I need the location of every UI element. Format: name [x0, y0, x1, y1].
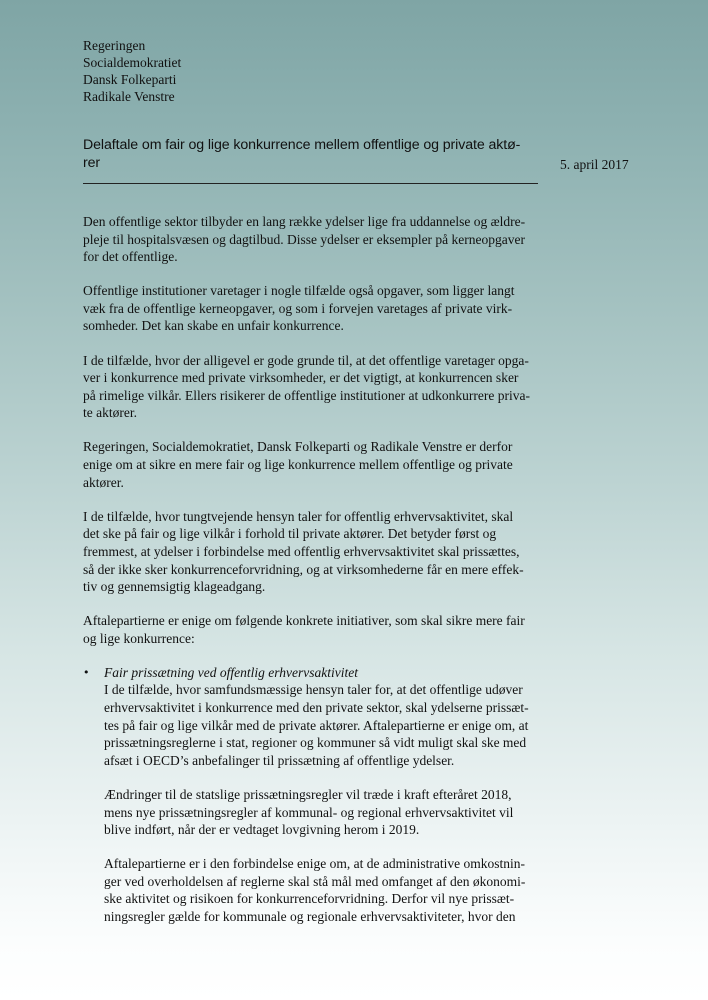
text-line: ver i konkurrence med private virksomheder, er det vigtigt, at konkurrencen sker	[83, 370, 519, 386]
bullet-heading: Fair prissætning ved offentlig erhvervsaktivitet	[104, 664, 358, 680]
text-line: Ændringer til de statslige prissætningsregler vil træde i kraft efteråret 2018,	[104, 786, 512, 802]
text-line: pleje til hospitalsvæsen og dagtilbud. Disse ydelser er eksempler på kerneopgaver	[83, 231, 526, 247]
bullet-content	[104, 664, 543, 926]
party-name: Regeringen	[83, 38, 146, 53]
paragraph	[83, 438, 543, 491]
text-line: ningsregler gælde for kommunale og regionale erhvervsaktiviteter, hvor den	[104, 909, 516, 924]
text-line: og lige konkurrence:	[83, 630, 195, 646]
text-line: det ske på fair og lige vilkår i forhold til private aktører. Det betyder først og	[83, 526, 497, 542]
text-line: Regeringen, Socialdemokratiet, Dansk Folkeparti og Radikale Venstre er derfor	[83, 439, 513, 455]
bullet-paragraph	[104, 681, 543, 769]
paragraph	[83, 282, 543, 335]
text-line: Aftalepartierne er i den forbindelse enige om, at de administrative omkostnin-	[104, 856, 525, 872]
text-line: Den offentlige sektor tilbyder en lang række ydelser lige fra uddannelse og ældre-	[83, 214, 526, 229]
bullet-paragraph	[104, 786, 543, 839]
party-name: Socialdemokratiet	[83, 55, 182, 70]
title-line: rer	[83, 154, 101, 171]
bullet-paragraph	[104, 855, 543, 925]
text-line: fremmest, at ydelser i forbindelse med offentlig erhvervsaktivitet skal prissættes,	[83, 543, 520, 559]
text-line: prissætningsreglerne i stat, regioner og kommuner så vidt muligt skal ske med	[104, 735, 527, 751]
bullet-item	[83, 664, 543, 926]
text-line: så der ikke sker konkurrenceforvridning, og at virksomhederne får en mere effek-	[83, 561, 524, 577]
party-list	[83, 37, 181, 105]
text-line: afsæt i OECD’s anbefalinger til prissætning af offentlige ydelser.	[104, 752, 455, 768]
title-divider	[83, 183, 538, 184]
text-line: mens nye prissætningsregler af kommunal- og regional erhvervsaktivitet vil	[104, 804, 514, 820]
text-line: tes på fair og lige vilkår med de private aktører. Aftalepartierne er enige om, at	[104, 717, 529, 733]
title-line: Delaftale om fair og lige konkurrence mellem offentlige og private aktø-	[83, 137, 521, 153]
text-line: aktører.	[83, 474, 124, 490]
paragraph	[83, 508, 543, 596]
text-line: tiv og gennemsigtig klageadgang.	[83, 579, 266, 595]
text-line: enige om at sikre en mere fair og lige konkurrence mellem offentlige og private	[83, 457, 513, 473]
document-title	[83, 137, 543, 172]
text-line: ske aktivitet og risikoen for konkurrenceforvridning. Derfor vil nye prissæt-	[104, 891, 515, 907]
paragraph	[83, 612, 543, 647]
text-line: I de tilfælde, hvor samfundsmæssige hensyn taler for, at det offentlige udøver	[104, 682, 523, 698]
text-line: på rimelige vilkår. Ellers risikerer de offentlige institutioner at udkonkurrere priva-	[83, 387, 530, 403]
paragraph	[83, 352, 543, 422]
text-line: somheder. Det kan skabe en unfair konkurrence.	[83, 318, 344, 334]
document-date: 5. april 2017	[560, 157, 629, 172]
text-line: Aftalepartierne er enige om følgende konkrete initiativer, som skal sikre mere fair	[83, 613, 525, 629]
text-line: erhvervsaktivitet i konkurrence med den private sektor, skal ydelserne prissæt-	[104, 700, 529, 716]
text-line: væk fra de offentlige kerneopgaver, og som i forvejen varetages af private virk-	[83, 300, 513, 316]
text-line: I de tilfælde, hvor der alligevel er gode grunde til, at det offentlige varetager opga-	[83, 352, 529, 368]
document-body	[83, 213, 543, 942]
party-name: Dansk Folkeparti	[83, 72, 177, 87]
text-line: for det offentlige.	[83, 249, 178, 265]
text-line: ger ved overholdelsen af reglerne skal stå mål med omfanget af den økonomi-	[104, 873, 526, 889]
party-name: Radikale Venstre	[83, 89, 175, 104]
paragraph	[83, 213, 543, 266]
bullet-marker: •	[83, 665, 90, 679]
text-line: te aktører.	[83, 405, 137, 421]
text-line: Offentlige institutioner varetager i nogle tilfælde også opgaver, som ligger langt	[83, 283, 515, 299]
text-line: I de tilfælde, hvor tungtvejende hensyn taler for offentlig erhvervsaktivitet, skal	[83, 508, 514, 524]
text-line: blive indført, når der er vedtaget lovgivning herom i 2019.	[104, 822, 420, 838]
